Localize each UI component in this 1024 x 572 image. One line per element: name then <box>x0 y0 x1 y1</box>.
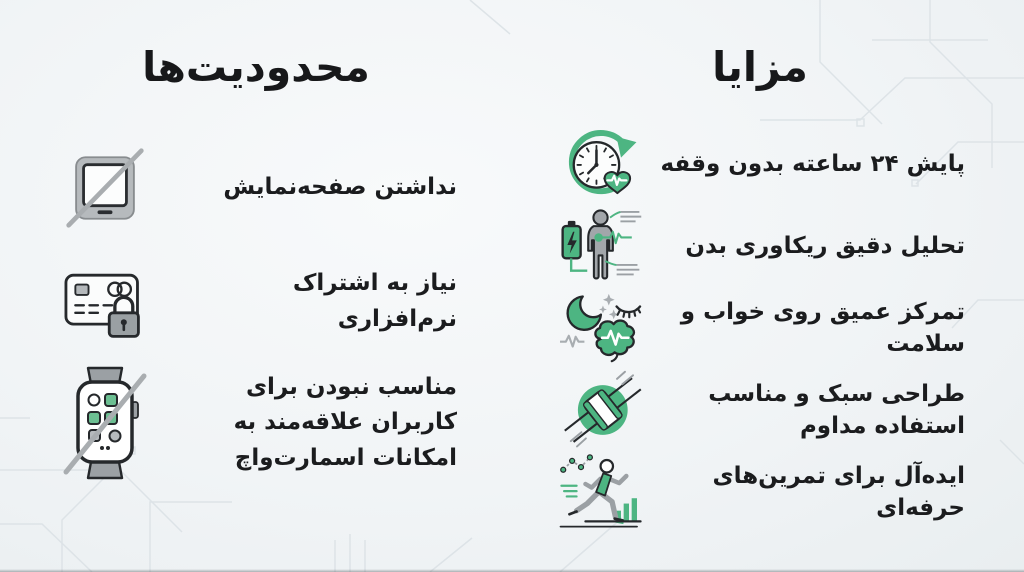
advantages-title: مزایا <box>712 43 808 91</box>
limitation-label: نداشتن صفحه‌نمایش <box>223 174 457 201</box>
limitations-column <box>55 36 457 480</box>
advantage-item-training <box>555 452 965 532</box>
advantage-item-sleep <box>555 288 965 368</box>
limitation-label: نیاز به اشتراک نرم‌افزاری <box>292 270 457 332</box>
advantage-label: تحلیل دقیق ریکاوری بدن <box>685 232 965 259</box>
advantage-label: طراحی سبک و مناسب استفاده مداوم <box>708 380 965 439</box>
advantage-item-design <box>555 370 965 450</box>
body-battery-icon <box>555 206 647 286</box>
limitation-item-subscription <box>55 252 457 352</box>
runner-chart-icon <box>555 452 647 532</box>
advantages-column <box>555 36 965 532</box>
limitation-item-smartwatch <box>55 366 457 480</box>
limitation-label: مناسب نبودن برای کاربران علاقه‌مند به امکانات اسمارت‌واچ <box>233 373 457 471</box>
no-display-icon <box>55 144 155 232</box>
advantage-item-recovery <box>555 206 965 286</box>
clock-heart-icon <box>555 124 647 204</box>
limitations-list <box>55 138 457 480</box>
advantage-label: تمرکز عمیق روی خواب و سلامت <box>680 298 965 357</box>
smartwatch-slash-icon <box>55 366 155 480</box>
limitations-title: محدودیت‌ها <box>142 43 370 91</box>
wristband-icon <box>555 370 647 450</box>
sleep-brain-icon <box>555 288 647 368</box>
advantage-label: پایش ۲۴ ساعته بدون وقفه <box>660 150 965 177</box>
advantage-item-monitoring <box>555 124 965 204</box>
advantage-label: ایده‌آل برای تمرین‌های حرفه‌ای <box>712 462 965 521</box>
limitation-item-no-display <box>55 138 457 238</box>
card-lock-icon <box>55 262 155 342</box>
advantages-list <box>555 124 965 532</box>
